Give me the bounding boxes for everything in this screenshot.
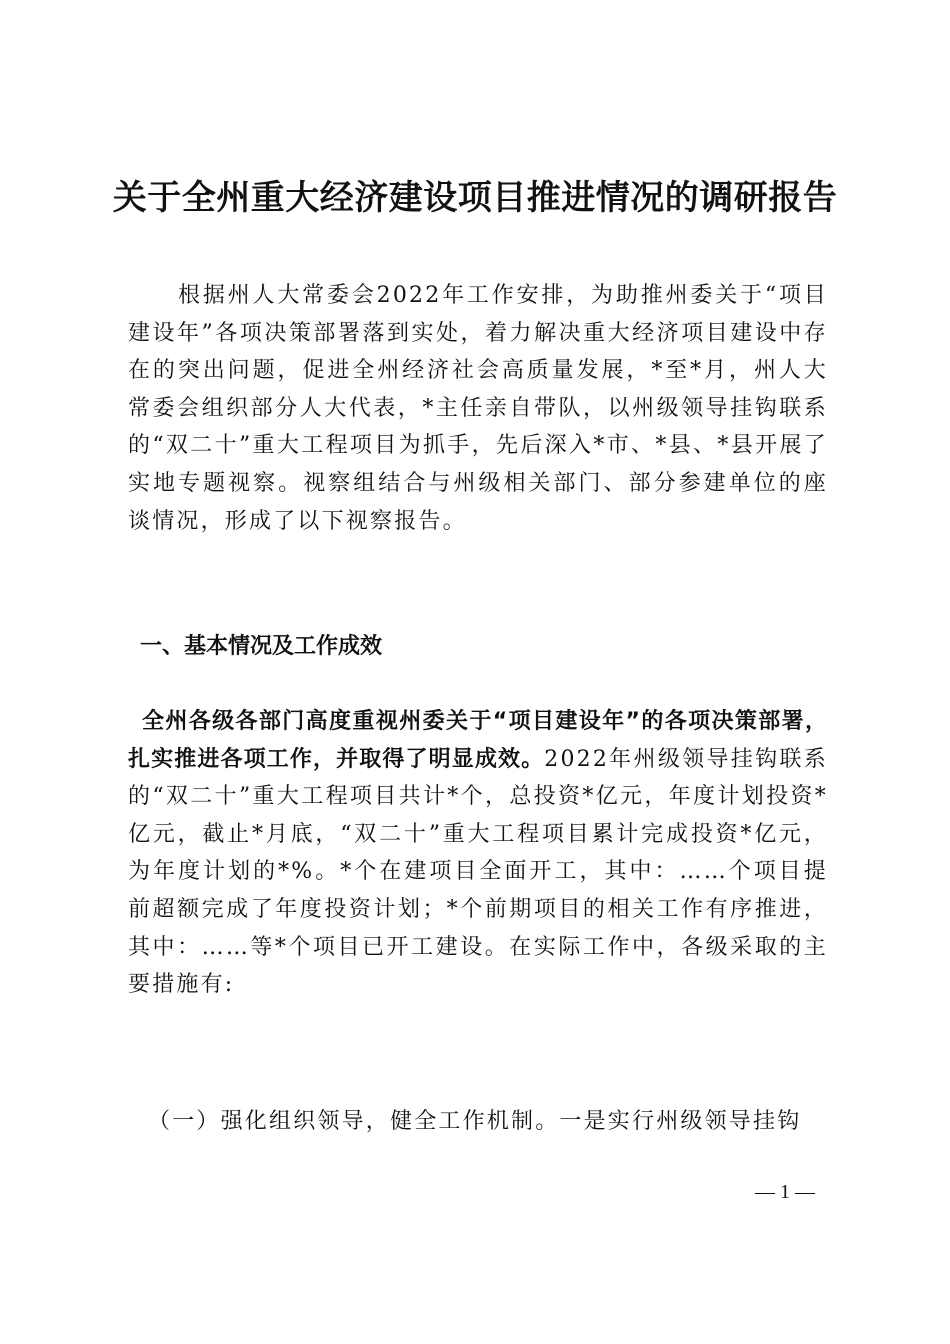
intro-paragraph: 根据州人大常委会2022年工作安排，为助推州委关于“项目建设年”各项决策部署落到实处，着力解决重大经济项目建设中存在的突出问题，促进全州经济社会高质量发展，*至*月，州人大常委会组织部分人大代表，*主任亲自带队，以州级领导挂钩联系的“双二十”重大工程项目为抓手，先后深入*市、*县、*县开展了实地专题视察。视察组结合与州级相关部门、部分参建单位的座谈情况，形成了以下视察报告。 <box>128 283 828 534</box>
section-heading: 一、基本情况及工作成效 <box>140 634 383 659</box>
page-number: — 1 — <box>755 1181 815 1203</box>
measure-paragraph: （一）强化组织领导，健全工作机制。一是实行州级领导挂钩 <box>148 1109 802 1134</box>
summary-body: 2022年州级领导挂钩联系的“双二十”重大工程项目共计*个，总投资*亿元，年度计划投资*亿元，截止*月底，“双二十”重大工程项目累计完成投资*亿元，为年度计划的*%。*个在建项目全面开工，其中：……个项目提前超额完成了年度投资计划；*个前期项目的相关工作有序推进，其中：……等*个项目已开工建设。在实际工作中，各级采取的主要措施有: <box>128 746 828 998</box>
summary-lead-bold: 全州各级各部门高度重视州委关于“项目建设年”的各项决策部署，扎实推进各项工作，并取得了明显成效。 <box>128 709 828 772</box>
document-title: 关于全州重大经济建设项目推进情况的调研报告 <box>112 178 838 218</box>
summary-paragraph <box>128 703 828 1004</box>
